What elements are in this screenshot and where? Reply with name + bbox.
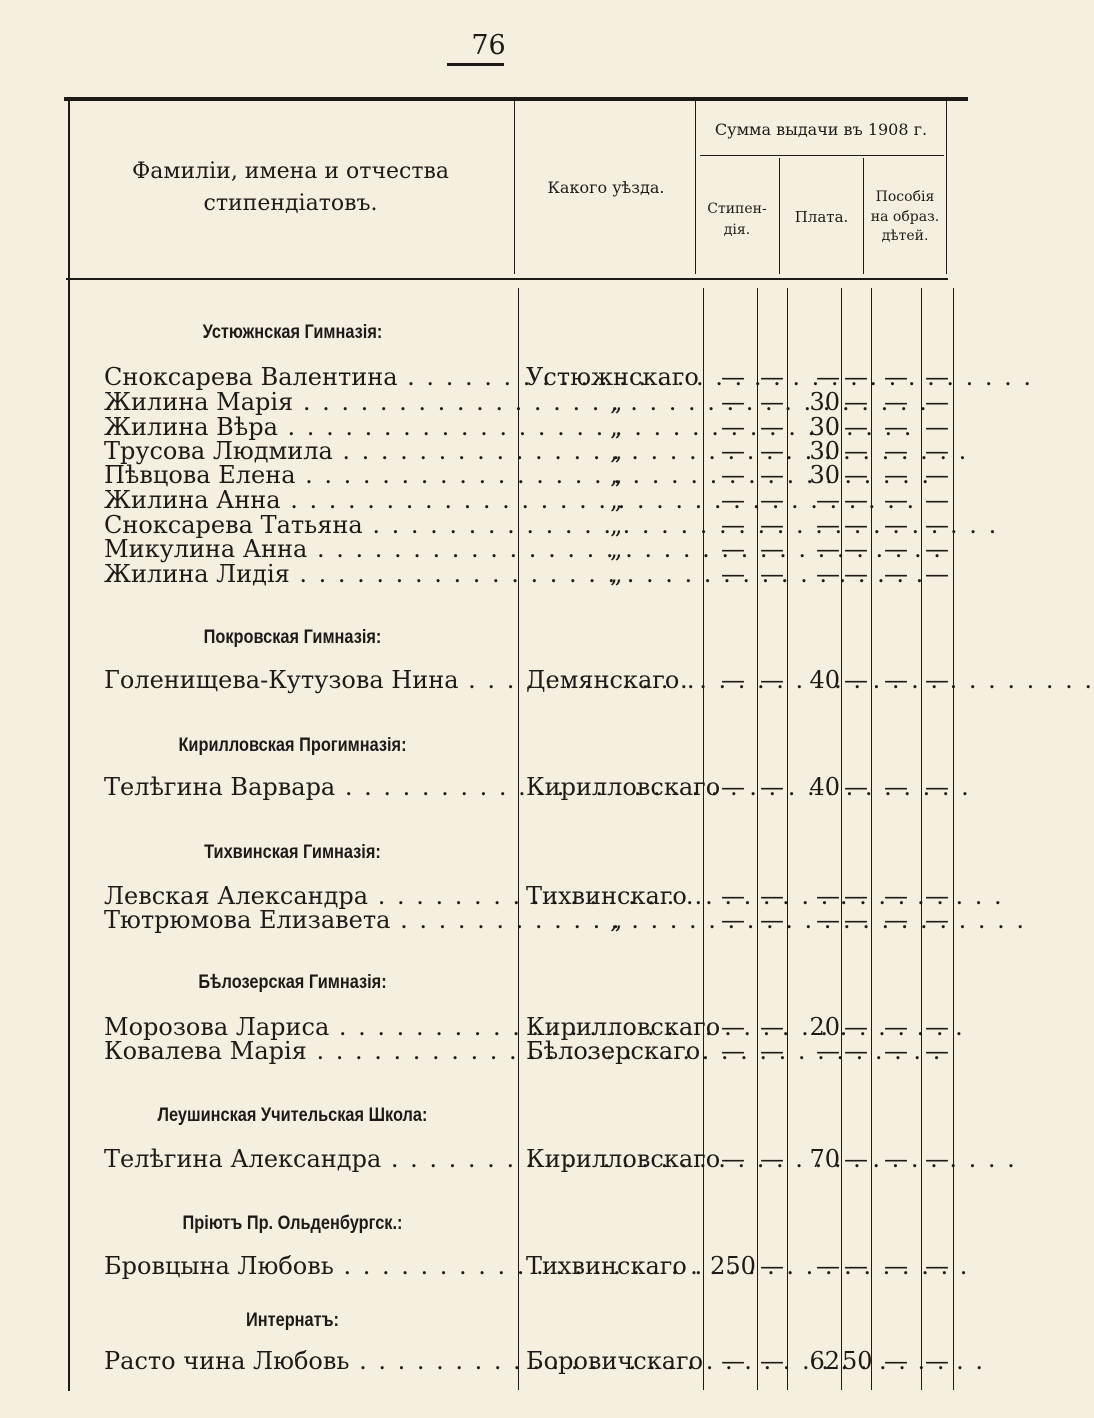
value-cell: 20 xyxy=(809,1013,840,1041)
posobia-subheader: Пособія на образ. дѣтей. xyxy=(870,189,940,245)
uezd-column-header: Какого уѣзда. xyxy=(547,178,665,197)
value-cell: — xyxy=(760,560,784,588)
student-name: Бровцына Любовь . . . xyxy=(104,1252,514,1280)
value-cell: — xyxy=(925,461,949,489)
value-cell: — xyxy=(884,906,908,934)
value-cell: 40 xyxy=(809,773,840,801)
section-title: Кирилловская Прогимназія: xyxy=(178,735,407,756)
student-name: Телѣгина Александра . . . xyxy=(104,1145,514,1173)
value-cell: — xyxy=(884,1252,908,1280)
value-cell: — xyxy=(925,882,949,910)
value-cell: — xyxy=(844,666,868,694)
table-row xyxy=(0,882,977,908)
sum-header: Сумма выдачи въ 1908 г. xyxy=(714,120,928,139)
uezd-cell: Кирилловскаго xyxy=(526,1013,721,1041)
value-cell: — xyxy=(816,486,840,514)
section-title: Интернатъ: xyxy=(245,1310,339,1331)
section-title: Леушинская Учительская Школа: xyxy=(157,1105,428,1126)
uezd-cell: Бѣлозерскаго xyxy=(526,1037,701,1065)
student-name: Жилина Вѣра . . . xyxy=(104,413,514,441)
value-cell: — xyxy=(884,437,908,465)
value-cell: — xyxy=(925,511,949,539)
value-cell: — xyxy=(721,1037,745,1065)
value-cell: — xyxy=(721,388,745,416)
value-cell: — xyxy=(844,1013,868,1041)
table-row xyxy=(0,413,977,439)
value-cell: — xyxy=(884,363,908,391)
value-cell: — xyxy=(884,1013,908,1041)
value-cell: — xyxy=(816,1252,840,1280)
value-cell: — xyxy=(844,882,868,910)
value-cell: — xyxy=(925,1347,949,1375)
table-row xyxy=(0,666,977,692)
value-cell: — xyxy=(844,1145,868,1173)
value-cell: 30 xyxy=(809,388,840,416)
uezd-cell: „ xyxy=(610,413,623,441)
table-row xyxy=(0,363,977,389)
student-name: Сноксарева Валентина . . . xyxy=(104,363,514,391)
value-cell: — xyxy=(925,560,949,588)
value-cell: — xyxy=(721,773,745,801)
names-column-header: Фамиліи, имена и отчества стипендіатовъ. xyxy=(131,159,449,216)
value-cell: — xyxy=(721,413,745,441)
header-divider xyxy=(946,101,947,274)
value-cell: 30 xyxy=(809,437,840,465)
student-name: Расто чина Любовь . . . xyxy=(104,1347,514,1375)
value-cell: — xyxy=(844,1252,868,1280)
plata-subheader: Плата. xyxy=(794,208,849,226)
table-row xyxy=(0,1252,977,1278)
value-cell: — xyxy=(844,461,868,489)
value-cell: — xyxy=(884,388,908,416)
value-cell: — xyxy=(760,1145,784,1173)
value-cell: — xyxy=(721,486,745,514)
uezd-cell: Тихвинскаго . xyxy=(526,882,703,910)
value-cell: — xyxy=(760,461,784,489)
value-cell: 70 xyxy=(809,1145,840,1173)
value-cell: — xyxy=(844,363,868,391)
table-row xyxy=(0,388,977,414)
value-cell: — xyxy=(760,1037,784,1065)
value-cell: — xyxy=(925,388,949,416)
value-cell: — xyxy=(760,486,784,514)
value-cell: — xyxy=(721,1145,745,1173)
header-divider xyxy=(695,101,696,274)
value-cell: — xyxy=(721,437,745,465)
value-cell: 250 xyxy=(710,1252,756,1280)
page-number: 76 xyxy=(471,30,506,61)
uezd-cell: „ xyxy=(610,486,623,514)
uezd-cell: „ xyxy=(610,560,623,588)
value-cell: — xyxy=(816,560,840,588)
header-divider xyxy=(514,101,515,274)
section-title: Бѣлозерская Гимназія: xyxy=(198,972,387,993)
student-name: Жилина Лидія . . . xyxy=(104,560,514,588)
value-cell: — xyxy=(884,1347,908,1375)
value-cell: — xyxy=(721,560,745,588)
value-cell: — xyxy=(760,906,784,934)
value-cell: — xyxy=(884,1037,908,1065)
value-cell: — xyxy=(721,666,745,694)
value-cell: — xyxy=(844,1037,868,1065)
table-row xyxy=(0,906,977,932)
student-name: Левская Александра . . . xyxy=(104,882,514,910)
value-cell: — xyxy=(884,486,908,514)
student-name: Сноксарева Татьяна . . . xyxy=(104,511,514,539)
table-row xyxy=(0,486,977,512)
uezd-cell: „ xyxy=(610,511,623,539)
header-divider xyxy=(863,158,864,274)
value-cell: — xyxy=(760,535,784,563)
student-name: Голенищева-Кутузова Нина . . . xyxy=(104,666,514,694)
uezd-cell: Тихвинскаго . xyxy=(526,1252,703,1280)
value-cell: — xyxy=(760,388,784,416)
value-cell: — xyxy=(884,773,908,801)
table-row xyxy=(0,1037,977,1063)
value-cell: — xyxy=(760,511,784,539)
uezd-cell: Кирилловскаго xyxy=(526,1145,721,1173)
value-cell: — xyxy=(721,511,745,539)
value-cell: 30 xyxy=(809,461,840,489)
value-cell: — xyxy=(925,363,949,391)
uezd-cell: „ xyxy=(610,906,623,934)
value-cell: — xyxy=(925,486,949,514)
value-cell: 30 xyxy=(809,413,840,441)
table-row xyxy=(0,535,977,561)
section-title: Пріютъ Пр. Ольденбургск.: xyxy=(182,1213,403,1234)
value-cell: — xyxy=(816,882,840,910)
value-cell: — xyxy=(844,906,868,934)
value-cell: — xyxy=(884,1145,908,1173)
value-cell: — xyxy=(816,535,840,563)
value-cell: — xyxy=(925,1013,949,1041)
section-title: Тихвинская Гимназія: xyxy=(204,842,381,863)
uezd-cell: Демянскаго . xyxy=(526,666,695,694)
value-cell: — xyxy=(884,535,908,563)
value-cell: — xyxy=(816,1037,840,1065)
value-cell: — xyxy=(925,773,949,801)
value-cell: — xyxy=(816,363,840,391)
value-cell: — xyxy=(721,1347,745,1375)
value-cell: — xyxy=(760,437,784,465)
page-number-rule xyxy=(447,63,504,66)
uezd-cell: „ xyxy=(610,461,623,489)
stipend-subheader: Стипен- дія. xyxy=(707,201,767,238)
value-cell: — xyxy=(760,363,784,391)
table-row xyxy=(0,1145,977,1171)
value-cell: — xyxy=(760,773,784,801)
uezd-cell: Кирилловскаго xyxy=(526,773,721,801)
table-row xyxy=(0,511,977,537)
value-cell: — xyxy=(884,666,908,694)
table-top-rule xyxy=(64,97,968,101)
value-cell: — xyxy=(884,461,908,489)
uezd-cell: „ xyxy=(610,388,623,416)
value-cell: — xyxy=(721,535,745,563)
value-cell: — xyxy=(925,1145,949,1173)
table-left-rule xyxy=(68,101,70,1391)
value-cell: — xyxy=(844,511,868,539)
table-row xyxy=(0,773,977,799)
student-name: Телѣгина Варвара . . . xyxy=(104,773,514,801)
value-cell: — xyxy=(925,666,949,694)
value-cell: 40 xyxy=(809,666,840,694)
value-cell: — xyxy=(721,906,745,934)
uezd-cell: „ xyxy=(610,535,623,563)
value-cell: — xyxy=(721,363,745,391)
section-title: Покровская Гимназія: xyxy=(203,627,382,648)
value-cell: — xyxy=(760,413,784,441)
value-cell: — xyxy=(721,882,745,910)
value-cell: — xyxy=(844,413,868,441)
uezd-cell: Боровичскаго xyxy=(526,1347,704,1375)
value-cell: — xyxy=(925,437,949,465)
student-name: Морозова Лариса . . . xyxy=(104,1013,514,1041)
value-cell: — xyxy=(884,413,908,441)
value-cell: — xyxy=(884,882,908,910)
value-cell: — xyxy=(760,666,784,694)
table-row xyxy=(0,1013,977,1039)
value-cell: — xyxy=(721,461,745,489)
section-title: Устюжнская Гимназія: xyxy=(202,322,383,343)
value-cell: — xyxy=(721,1013,745,1041)
table-row xyxy=(0,560,977,586)
value-cell: — xyxy=(760,1252,784,1280)
student-name: Ковалева Марія . . . xyxy=(104,1037,514,1065)
value-cell: — xyxy=(760,1347,784,1375)
value-cell: — xyxy=(760,1013,784,1041)
table-row xyxy=(0,461,977,487)
value-cell: — xyxy=(760,882,784,910)
value-cell: — xyxy=(816,906,840,934)
table-row xyxy=(0,1347,977,1373)
student-name: Жилина Марія . . . xyxy=(104,388,514,416)
value-cell: — xyxy=(844,437,868,465)
student-name: Тютрюмова Елизавета . . . xyxy=(104,906,514,934)
uezd-cell: Устюжнскаго xyxy=(526,363,699,391)
header-divider xyxy=(779,158,780,274)
value-cell: — xyxy=(844,486,868,514)
value-cell: — xyxy=(844,535,868,563)
uezd-cell: „ xyxy=(610,437,623,465)
value-cell: 62 xyxy=(809,1347,840,1375)
value-cell: — xyxy=(925,535,949,563)
value-cell: — xyxy=(925,1037,949,1065)
value-cell: 50 xyxy=(842,1347,873,1375)
student-name: Микулина Анна . . . xyxy=(104,535,514,563)
value-cell: — xyxy=(884,560,908,588)
value-cell: — xyxy=(844,388,868,416)
value-cell: — xyxy=(816,511,840,539)
value-cell: — xyxy=(844,560,868,588)
student-name: Трусова Людмила . . . xyxy=(104,437,514,465)
student-name: Пѣвцова Елена . . . xyxy=(104,461,514,489)
value-cell: — xyxy=(925,413,949,441)
value-cell: — xyxy=(925,1252,949,1280)
header-bottom-rule xyxy=(66,278,948,280)
student-name: Жилина Анна . . . xyxy=(104,486,514,514)
table-row xyxy=(0,437,977,463)
sum-sub-rule xyxy=(700,155,944,156)
value-cell: — xyxy=(884,511,908,539)
value-cell: — xyxy=(844,773,868,801)
value-cell: — xyxy=(925,906,949,934)
